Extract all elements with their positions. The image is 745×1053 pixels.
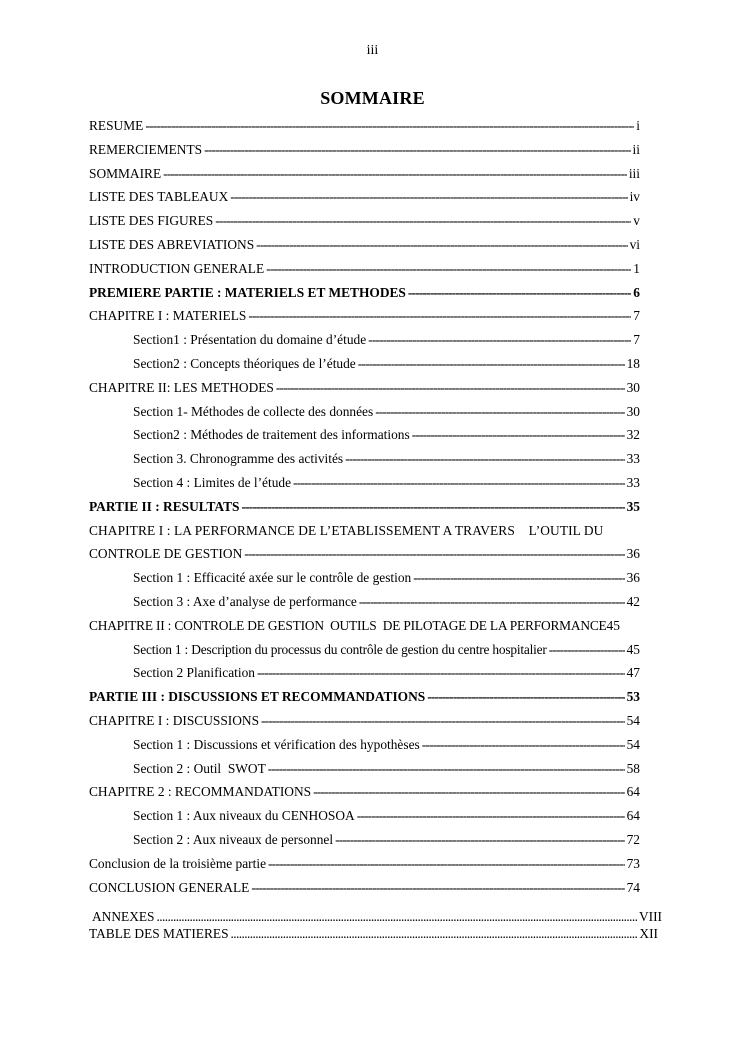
toc-entry-page: 45 [626, 641, 640, 657]
toc-entry-section-personnel[interactable] [89, 832, 640, 856]
toc-entry-page: v [633, 213, 640, 229]
toc-entry-page: 1 [633, 260, 640, 276]
toc-entry-remerciements[interactable] [89, 142, 640, 166]
toc-entry-annexes[interactable] [89, 909, 662, 926]
dot-leader [345, 451, 624, 467]
toc-entry-page: 30 [626, 379, 640, 395]
dot-leader [257, 665, 625, 681]
toc-entry-section-chronogramme[interactable] [89, 451, 640, 475]
toc-entry-page: ii [632, 141, 640, 157]
toc-entry-label: CHAPITRE I : LA PERFORMANCE DE L’ETABLISSEMENT A TRAVERS L’OUTIL DU [89, 522, 604, 538]
dot-leader [241, 499, 624, 515]
toc-entry-label: CONTROLE DE GESTION [89, 546, 243, 562]
toc-entry-premiere-partie[interactable] [89, 285, 640, 309]
toc-entry-label: Section 1- Méthodes de collecte des données [133, 403, 374, 419]
toc-entry-label: Section 1 : Description du processus du contrôle de gestion du centre hospitalier [133, 641, 547, 657]
toc-entry-page: 45 [606, 617, 620, 633]
toc-entry-page: 47 [626, 665, 640, 681]
toc-entry-page: XII [639, 926, 658, 942]
toc-entry-page: 64 [626, 784, 640, 800]
dot-leader [244, 546, 624, 562]
toc-entry-section-concepts[interactable] [89, 356, 640, 380]
toc-entry-label: Section 2 Planification [133, 665, 255, 681]
dot-leader [412, 427, 625, 443]
toc-entry-section-traitement[interactable] [89, 427, 640, 451]
dot-leader [230, 189, 627, 205]
toc-entry-section-swot[interactable] [89, 761, 640, 785]
toc-entry-liste-des-figures[interactable] [89, 213, 640, 237]
toc-entry-liste-des-abreviations[interactable] [89, 237, 640, 261]
toc-entry-label: REMERCIEMENTS [89, 141, 203, 157]
toc-entry-section-limites[interactable] [89, 475, 640, 499]
toc-entry-controle-de-gestion[interactable] [89, 546, 640, 570]
toc-entry-page: 72 [626, 831, 640, 847]
toc-entry-label: Section 3 : Axe d’analyse de performance [133, 593, 357, 609]
dot-leader [357, 808, 625, 824]
dot-leader [549, 642, 625, 658]
toc-entry-label: RESUME [89, 118, 144, 133]
page-title: SOMMAIRE [320, 88, 425, 108]
dot-leader [313, 784, 625, 800]
dot-leader [408, 285, 631, 301]
toc-entry-page: 58 [626, 760, 640, 776]
dot-leader [231, 926, 638, 942]
toc-entry-label: CONCLUSION GENERALE [89, 879, 250, 895]
toc-entry-page: iii [628, 165, 640, 181]
toc-entry-page: 36 [626, 546, 640, 562]
dot-leader [293, 475, 625, 491]
toc-entry-label: Section 1 : Discussions et vérification des hypothèses [133, 736, 420, 752]
toc-entry-label: Section 1 : Efficacité axée sur le contrôle de gestion [133, 570, 412, 586]
dot-leader [335, 832, 625, 848]
toc-entry-label: Section2 : Concepts théoriques de l’étude [133, 355, 356, 371]
toc-entry-label: TABLE DES MATIERES [89, 926, 229, 942]
toc-entry-section-axe-analyse[interactable] [89, 594, 640, 618]
toc-entry-liste-des-tableaux[interactable] [89, 189, 640, 213]
toc-entry-section-presentation[interactable] [89, 332, 640, 356]
toc-entry-label: Section 2 : Outil SWOT [133, 760, 266, 776]
toc-entry-page: vi [629, 236, 640, 252]
toc-entry-chapitre-1-discussions[interactable] [89, 713, 640, 737]
toc-entry-page: 18 [626, 355, 640, 371]
toc-entry-partie-3-discussions[interactable] [89, 689, 640, 713]
dot-leader [157, 909, 637, 925]
toc-entry-section-efficacite[interactable] [89, 570, 640, 594]
toc-entry-page: VIII [638, 909, 662, 925]
toc-entry-page: 64 [626, 808, 640, 824]
toc-entry-page: 36 [626, 570, 640, 586]
toc-entry-conclusion-troisieme-partie[interactable] [89, 856, 640, 880]
toc-entry-label: Section 1 : Aux niveaux du CENHOSOA [133, 808, 355, 824]
toc-entry-label: PARTIE III : DISCUSSIONS ET RECOMMANDATIONS [89, 689, 426, 705]
toc-entry-section-description-processus[interactable] [89, 642, 640, 666]
page-number: iii [366, 43, 379, 58]
dot-leader [422, 737, 625, 753]
dot-leader [368, 332, 631, 348]
toc-entry-label: INTRODUCTION GENERALE [89, 260, 265, 276]
toc-entry-chapitre-1-materiels[interactable] [89, 308, 640, 332]
toc-entry-chapitre-1-performance[interactable] [89, 523, 640, 547]
toc-entry-chapitre-2-controle[interactable] [89, 618, 640, 642]
toc-entry-section-verification[interactable] [89, 737, 640, 761]
toc-entry-conclusion-generale[interactable] [89, 880, 640, 904]
toc-entry-label: CHAPITRE I : MATERIELS [89, 308, 247, 324]
toc-entry-resume[interactable] [89, 118, 640, 142]
toc-entry-label: CHAPITRE 2 : RECOMMANDATIONS [89, 784, 312, 800]
toc-entry-page: 30 [626, 403, 640, 419]
toc-entry-page: 32 [626, 427, 640, 443]
toc-entry-label: Section2 : Méthodes de traitement des informations [133, 427, 410, 443]
dot-leader [251, 880, 624, 896]
toc-entry-chapitre-2-methodes[interactable] [89, 380, 640, 404]
toc-entry-page: 33 [626, 451, 640, 467]
toc-entry-page: 35 [626, 498, 640, 514]
toc-entry-label: Conclusion de la troisième partie [89, 855, 267, 871]
toc-entry-page: 54 [626, 736, 640, 752]
dot-leader [163, 166, 627, 182]
toc-entry-page: 42 [626, 593, 640, 609]
toc-entry-label: LISTE DES ABREVIATIONS [89, 236, 255, 252]
toc-entry-section-planification[interactable] [89, 665, 640, 689]
toc-entry-page: 73 [626, 855, 640, 871]
dot-leader [204, 142, 630, 158]
dot-leader [261, 713, 625, 729]
dot-leader [248, 308, 631, 324]
toc-entry-label: ANNEXES [92, 909, 155, 925]
dot-leader [413, 570, 624, 586]
dot-leader [256, 237, 627, 253]
toc-entry-page: 7 [633, 332, 640, 348]
toc-entry-sommaire[interactable] [89, 166, 640, 190]
toc-entry-partie-2-resultats[interactable] [89, 499, 640, 523]
toc-entry-label: CHAPITRE II: LES METHODES [89, 379, 274, 395]
toc-entry-label: Section 4 : Limites de l’étude [133, 474, 292, 490]
toc-entry-page: 74 [626, 879, 640, 895]
toc-entry-label: PARTIE II : RESULTATS [89, 498, 240, 514]
toc-entry-page: 6 [633, 284, 640, 300]
toc-entry-label: PREMIERE PARTIE : MATERIELS ET METHODES [89, 284, 406, 300]
toc-entry-label: CHAPITRE II : CONTROLE DE GESTION OUTILS DE PILOTAGE DE LA PERFORMANCE [89, 617, 607, 633]
toc-entry-chapitre-2-recommandations[interactable] [89, 784, 640, 808]
toc-entry-page: 54 [626, 712, 640, 728]
table-of-contents [89, 118, 662, 943]
toc-entry-label: CHAPITRE I : DISCUSSIONS [89, 712, 260, 728]
toc-entry-page: i [636, 118, 640, 133]
toc-entry-label: Section1 : Présentation du domaine d’étude [133, 332, 367, 348]
toc-entry-page: 7 [633, 308, 640, 324]
toc-entry-page: iv [629, 189, 640, 205]
toc-entry-label: SOMMAIRE [89, 165, 162, 181]
dot-leader [359, 594, 625, 610]
dot-leader [266, 261, 631, 277]
dot-leader [145, 118, 634, 134]
toc-entry-label: LISTE DES TABLEAUX [89, 189, 229, 205]
toc-entry-label: LISTE DES FIGURES [89, 213, 214, 229]
dot-leader [215, 213, 631, 229]
toc-entry-label: Section 2 : Aux niveaux de personnel [133, 831, 334, 847]
toc-entry-section-collecte[interactable] [89, 404, 640, 428]
toc-entry-table-des-matieres[interactable] [89, 926, 658, 943]
toc-entry-page: 33 [626, 474, 640, 490]
dot-leader [358, 356, 625, 372]
dot-leader [268, 761, 625, 777]
dot-leader [375, 404, 624, 420]
dot-leader [427, 689, 624, 705]
toc-entry-section-cenhosoa[interactable] [89, 808, 640, 832]
toc-entry-introduction-generale[interactable] [89, 261, 640, 285]
toc-entry-label: Section 3. Chronogramme des activités [133, 451, 344, 467]
dot-leader [268, 856, 625, 872]
toc-entry-page: 53 [626, 689, 640, 705]
dot-leader [276, 380, 625, 396]
